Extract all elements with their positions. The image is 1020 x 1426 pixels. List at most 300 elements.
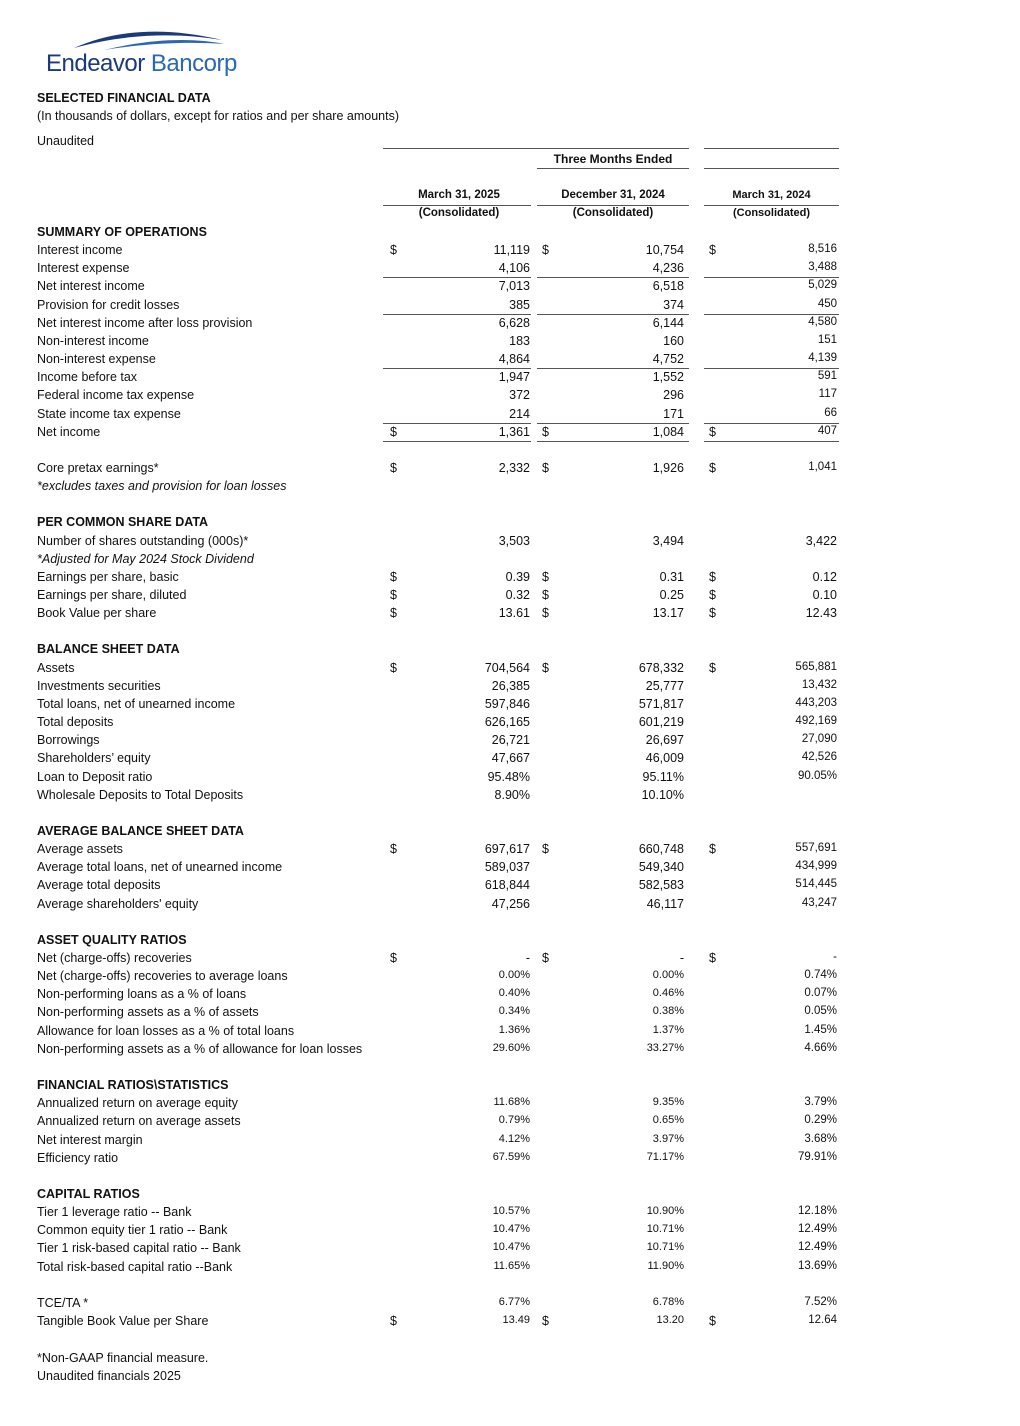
cell-value: 25,777: [645, 678, 684, 693]
table-row: [0, 1151, 1020, 1169]
cell-value: 626,165: [484, 715, 530, 730]
dollar-sign: $: [709, 660, 716, 675]
cell-value: 5,029: [808, 279, 837, 292]
cell-value: 549,340: [638, 860, 684, 875]
row-label: State income tax expense: [37, 406, 181, 421]
spacer-row: [0, 624, 1020, 642]
dollar-sign: $: [542, 660, 549, 675]
section-header-row: [0, 225, 1020, 243]
subtotal-rule: [537, 314, 689, 315]
subtotal-rule: [704, 314, 839, 315]
row-label: Tangible Book Value per Share: [37, 1314, 209, 1328]
cell-value: 0.38%: [652, 1005, 684, 1018]
cell-value: 3,494: [652, 533, 684, 548]
cell-value: 8.90%: [494, 787, 530, 802]
cell-value: 10.71%: [646, 1241, 684, 1254]
cell-value: 13.69%: [797, 1259, 837, 1272]
column-date: December 31, 2024: [561, 189, 665, 201]
cell-value: 10.10%: [641, 787, 684, 802]
cell-value: 2,332: [498, 460, 530, 475]
table-row: [0, 788, 1020, 806]
cell-value: 183: [509, 333, 530, 348]
section-header-row: [0, 515, 1020, 533]
table-row: [0, 425, 1020, 443]
table-row: [0, 1114, 1020, 1132]
cell-value: 66: [824, 406, 837, 419]
cell-value: 4,864: [498, 352, 530, 367]
cell-value: 46,009: [645, 751, 684, 766]
table-row: [0, 316, 1020, 334]
header-rule: [704, 168, 839, 169]
cell-value: 1,361: [498, 424, 530, 439]
cell-value: 95.11%: [642, 769, 684, 784]
cell-value: 0.46%: [652, 987, 684, 1000]
table-row: [0, 1133, 1020, 1151]
cell-value: 1,926: [652, 460, 684, 475]
cell-value: 12.49%: [797, 1241, 837, 1254]
dollar-sign: $: [390, 424, 397, 439]
column-basis: (Consolidated): [572, 207, 654, 219]
column-date: March 31, 2025: [418, 189, 500, 201]
cell-value: 660,748: [638, 842, 684, 857]
cell-value: 7.52%: [804, 1295, 837, 1308]
section-title: BALANCE SHEET DATA: [37, 642, 180, 657]
cell-value: 4,752: [652, 352, 684, 367]
footnote-unaudited: Unaudited financials 2025: [37, 1369, 181, 1383]
header-rule: [704, 148, 839, 149]
row-label: Net interest income after loss provision: [37, 315, 253, 330]
section-title: PER COMMON SHARE DATA: [37, 515, 209, 530]
cell-value: 3.97%: [652, 1132, 684, 1145]
row-label: Shareholders’ equity: [37, 751, 151, 766]
cell-value: 43,247: [801, 896, 837, 909]
row-label: Average total deposits: [37, 878, 161, 893]
dollar-sign: $: [709, 569, 716, 584]
cell-value: 6,144: [652, 315, 684, 330]
subtotal-rule: [383, 423, 531, 424]
cell-value: 385: [509, 297, 530, 312]
cell-value: 67.59%: [492, 1150, 530, 1163]
table-row: [0, 1005, 1020, 1023]
row-label: Tier 1 risk-based capital ratio -- Bank: [37, 1241, 241, 1256]
subtotal-rule: [537, 277, 689, 278]
cell-value: 492,169: [795, 715, 837, 728]
spacer-row: [0, 1169, 1020, 1187]
dollar-sign: $: [390, 1314, 397, 1328]
dollar-sign: $: [542, 951, 549, 965]
section-header-row: [0, 1187, 1020, 1205]
row-label: Income before tax: [37, 370, 138, 385]
dollar-sign: $: [709, 951, 716, 965]
cell-value: 10.90%: [646, 1205, 684, 1218]
table-row: [0, 1042, 1020, 1060]
table-row: [0, 534, 1020, 552]
cell-value: 557,691: [795, 842, 837, 855]
cell-value: 4,106: [498, 261, 530, 276]
row-label: Non-performing assets as a % of allowance for loan losses: [37, 1041, 363, 1056]
cell-value: 26,721: [491, 733, 530, 748]
dollar-sign: $: [390, 660, 397, 675]
cell-value: 9.35%: [652, 1096, 684, 1109]
cell-value: 11.90%: [647, 1259, 684, 1272]
cell-value: 6.77%: [498, 1295, 530, 1308]
header-rule: [704, 205, 839, 206]
cell-value: 33.27%: [646, 1041, 684, 1054]
cell-value: 407: [817, 424, 837, 437]
header-rule: [537, 168, 689, 169]
row-label: Provision for credit losses: [37, 297, 180, 312]
cell-value: 591: [817, 370, 837, 383]
cell-value: 0.07%: [804, 987, 837, 1000]
table-row: [0, 407, 1020, 425]
row-label: Net interest margin: [37, 1132, 143, 1147]
cell-value: 3,422: [805, 533, 837, 548]
row-label: Book Value per share: [37, 606, 157, 621]
spacer-row: [0, 806, 1020, 824]
row-label: Wholesale Deposits to Total Deposits: [37, 787, 244, 802]
table-row: [0, 1024, 1020, 1042]
cell-value: 4,580: [808, 315, 837, 328]
subtotal-rule: [704, 441, 839, 442]
cell-value: 0.25: [659, 588, 684, 602]
cell-value: 1,084: [652, 424, 684, 439]
footnote-non-gaap: *Non-GAAP financial measure.: [37, 1351, 209, 1365]
table-row: [0, 461, 1020, 479]
table-row: [0, 1241, 1020, 1259]
section-header-row: [0, 933, 1020, 951]
cell-value: 0.34%: [498, 1005, 530, 1018]
header-rule: [383, 148, 689, 149]
section-title: ASSET QUALITY RATIOS: [37, 932, 187, 947]
row-label: Annualized return on average assets: [37, 1114, 241, 1129]
cell-value: 12.64: [808, 1314, 837, 1326]
cell-value: 13.49: [502, 1314, 530, 1326]
cell-value: 6,628: [498, 315, 530, 330]
spacer-row: [0, 443, 1020, 461]
cell-value: 160: [663, 333, 684, 348]
company-logo: [44, 26, 274, 82]
cell-value: 3,488: [808, 261, 837, 274]
report-title: SELECTED FINANCIAL DATA: [37, 91, 211, 105]
cell-value: 0.74%: [804, 969, 837, 982]
subtotal-rule: [704, 277, 839, 278]
table-row: [0, 279, 1020, 297]
row-label: Borrowings: [37, 733, 100, 748]
row-label: Net (charge-offs) recoveries to average loans: [37, 969, 288, 984]
row-label: Non-performing assets as a % of assets: [37, 1005, 259, 1020]
dollar-sign: $: [390, 460, 397, 475]
cell-value: 47,256: [491, 896, 530, 911]
dollar-sign: $: [390, 951, 397, 965]
section-header-row: [0, 824, 1020, 842]
header-rule: [537, 205, 689, 206]
logo-text-part2: Bancorp: [150, 50, 237, 77]
cell-value: 0.32: [505, 588, 530, 602]
subtotal-rule: [383, 314, 531, 315]
cell-value: 1.37%: [652, 1023, 684, 1036]
row-label: Net interest income: [37, 279, 145, 294]
cell-value: 0.05%: [804, 1005, 837, 1018]
row-label: Annualized return on average equity: [37, 1096, 238, 1111]
cell-value: 1,041: [808, 460, 837, 473]
row-label: TCE/TA *: [37, 1295, 89, 1310]
table-row: [0, 243, 1020, 261]
subtotal-rule: [537, 423, 689, 424]
subtotal-rule: [704, 423, 839, 424]
table-row: [0, 951, 1020, 969]
subtotal-rule: [383, 277, 531, 278]
row-label: Non-interest income: [37, 333, 149, 348]
table-row: [0, 334, 1020, 352]
row-label: Investments securities: [37, 678, 161, 693]
row-label: Loan to Deposit ratio: [37, 769, 153, 784]
dollar-sign: $: [390, 606, 397, 621]
table-row: [0, 860, 1020, 878]
cell-value: 1,552: [652, 370, 684, 385]
cell-value: 443,203: [795, 696, 837, 709]
cell-value: 29.60%: [492, 1041, 530, 1054]
cell-value: -: [679, 951, 684, 965]
section-title: AVERAGE BALANCE SHEET DATA: [37, 823, 244, 838]
row-label: Common equity tier 1 ratio -- Bank: [37, 1223, 228, 1238]
row-label: Average assets: [37, 842, 123, 857]
row-label: Assets: [37, 660, 75, 675]
cell-value: 4.12%: [498, 1132, 530, 1145]
cell-value: 71.17%: [646, 1150, 684, 1163]
logo-text: [46, 50, 237, 78]
note-row: [0, 479, 1020, 497]
table-row: [0, 1260, 1020, 1278]
cell-value: 27,090: [801, 733, 837, 746]
dollar-sign: $: [542, 569, 549, 584]
cell-value: 450: [817, 297, 837, 310]
row-label: Number of shares outstanding (000s)*: [37, 533, 249, 548]
row-label: Total risk-based capital ratio --Bank: [37, 1259, 233, 1274]
subtotal-rule: [383, 368, 531, 369]
table-row: [0, 261, 1020, 279]
row-label: Total deposits: [37, 715, 114, 730]
dollar-sign: $: [542, 606, 549, 621]
section-title: SUMMARY OF OPERATIONS: [37, 225, 207, 239]
cell-value: 11,119: [493, 243, 530, 258]
dollar-sign: $: [709, 243, 716, 258]
report-status: Unaudited: [37, 134, 94, 148]
cell-value: 372: [509, 388, 530, 403]
row-label: Non-performing loans as a % of loans: [37, 987, 247, 1002]
cell-value: 1.36%: [498, 1023, 530, 1036]
cell-value: 26,385: [491, 678, 530, 693]
row-label: Net income: [37, 424, 101, 439]
dollar-sign: $: [390, 588, 397, 602]
cell-value: 0.79%: [498, 1114, 530, 1127]
table-row: [0, 842, 1020, 860]
row-label: Net (charge-offs) recoveries: [37, 951, 192, 965]
row-label: Tier 1 leverage ratio -- Bank: [37, 1205, 192, 1220]
subtotal-rule: [383, 441, 531, 442]
dollar-sign: $: [390, 243, 397, 258]
cell-value: 42,526: [801, 751, 837, 764]
cell-value: 214: [509, 406, 530, 421]
cell-value: -: [525, 951, 530, 965]
cell-value: 571,817: [638, 696, 684, 711]
dollar-sign: $: [390, 842, 397, 857]
cell-value: 374: [663, 297, 684, 312]
cell-value: 618,844: [484, 878, 530, 893]
cell-value: 697,617: [484, 842, 530, 857]
cell-value: 13.20: [656, 1314, 684, 1326]
cell-value: 0.00%: [652, 969, 684, 982]
cell-value: 704,564: [484, 660, 530, 675]
subtotal-rule: [537, 368, 689, 369]
table-row: [0, 878, 1020, 896]
spacer-row: [0, 497, 1020, 515]
table-row: [0, 751, 1020, 769]
table-row: [0, 661, 1020, 679]
table-row: [0, 733, 1020, 751]
table-row: [0, 1296, 1020, 1314]
row-label: Earnings per share, diluted: [37, 588, 187, 602]
cell-value: 10,754: [645, 243, 684, 258]
dollar-sign: $: [542, 588, 549, 602]
cell-value: 10.47%: [492, 1241, 530, 1254]
cell-value: 47,667: [491, 751, 530, 766]
cell-value: -: [833, 951, 837, 963]
section-title: FINANCIAL RATIOS\STATISTICS: [37, 1078, 229, 1093]
row-label: *Adjusted for May 2024 Stock Dividend: [37, 551, 254, 566]
table-row: [0, 588, 1020, 606]
dollar-sign: $: [709, 424, 716, 439]
cell-value: 3,503: [498, 533, 530, 548]
cell-value: 12.18%: [797, 1205, 837, 1218]
logo-text-part1: Endeavor: [46, 50, 145, 77]
dollar-sign: $: [709, 588, 716, 602]
row-label: Core pretax earnings*: [37, 460, 159, 475]
cell-value: 1.45%: [804, 1023, 837, 1036]
row-label: Interest expense: [37, 261, 130, 276]
cell-value: 79.91%: [797, 1150, 837, 1163]
cell-value: 171: [663, 406, 684, 421]
spacer-row: [0, 1278, 1020, 1296]
cell-value: 6,518: [652, 279, 684, 294]
cell-value: 597,846: [484, 696, 530, 711]
row-label: Interest income: [37, 243, 123, 258]
cell-value: 13.17: [652, 606, 684, 621]
section-header-row: [0, 642, 1020, 660]
cell-value: 434,999: [795, 860, 837, 873]
cell-value: 90.05%: [797, 769, 837, 782]
column-basis: (Consolidated): [733, 207, 810, 219]
cell-value: 6.78%: [652, 1295, 684, 1308]
dollar-sign: $: [709, 842, 716, 857]
cell-value: 0.65%: [652, 1114, 684, 1127]
cell-value: 0.31: [659, 569, 684, 584]
table-row: [0, 897, 1020, 915]
cell-value: 8,516: [808, 243, 837, 256]
cell-value: 26,697: [645, 733, 684, 748]
cell-value: 13,432: [801, 678, 837, 691]
cell-value: 12.49%: [797, 1223, 837, 1236]
row-label: Total loans, net of unearned income: [37, 696, 236, 711]
table-row: [0, 388, 1020, 406]
column-date: March 31, 2024: [732, 189, 811, 201]
cell-value: 296: [663, 388, 684, 403]
dollar-sign: $: [709, 1314, 716, 1328]
cell-value: 582,583: [638, 878, 684, 893]
section-header-row: [0, 1078, 1020, 1096]
dollar-sign: $: [709, 460, 716, 475]
cell-value: 10.71%: [646, 1223, 684, 1236]
table-row: [0, 987, 1020, 1005]
table-row: [0, 1314, 1020, 1332]
dollar-sign: $: [709, 606, 716, 621]
section-title: CAPITAL RATIOS: [37, 1186, 140, 1201]
spacer-row: [0, 1060, 1020, 1078]
header-rule: [383, 205, 531, 206]
table-row: [0, 370, 1020, 388]
cell-value: 95.48%: [487, 769, 530, 784]
cell-value: 13.61: [498, 606, 530, 621]
dollar-sign: $: [542, 243, 549, 258]
row-label: *excludes taxes and provision for loan losses: [37, 479, 287, 494]
cell-value: 12.43: [805, 606, 837, 621]
cell-value: 0.29%: [804, 1114, 837, 1127]
report-subtitle: (In thousands of dollars, except for ratios and per share amounts): [37, 109, 399, 123]
cell-value: 151: [817, 333, 837, 346]
cell-value: 0.10: [812, 588, 837, 602]
subtotal-rule: [537, 441, 689, 442]
cell-value: 589,037: [484, 860, 530, 875]
table-row: [0, 770, 1020, 788]
row-label: Efficiency ratio: [37, 1150, 119, 1165]
cell-value: 10.57%: [492, 1205, 530, 1218]
row-label: Allowance for loan losses as a % of total loans: [37, 1023, 295, 1038]
cell-value: 3.68%: [804, 1132, 837, 1145]
cell-value: 1,947: [498, 370, 530, 385]
cell-value: 0.40%: [498, 987, 530, 1000]
table-row: [0, 679, 1020, 697]
dollar-sign: $: [542, 842, 549, 857]
column-basis: (Consolidated): [418, 207, 500, 219]
row-label: Earnings per share, basic: [37, 569, 179, 584]
cell-value: 10.47%: [492, 1223, 530, 1236]
dollar-sign: $: [542, 460, 549, 475]
row-label: Average shareholders' equity: [37, 896, 199, 911]
cell-value: 0.39: [505, 569, 530, 584]
table-row: [0, 352, 1020, 370]
cell-value: 46,117: [646, 896, 684, 911]
cell-value: 514,445: [795, 878, 837, 891]
table-row: [0, 697, 1020, 715]
subtotal-rule: [704, 368, 839, 369]
row-label: Average total loans, net of unearned income: [37, 860, 283, 875]
cell-value: 7,013: [498, 279, 530, 294]
table-row: [0, 298, 1020, 316]
table-row: [0, 1096, 1020, 1114]
table-row: [0, 1223, 1020, 1241]
cell-value: 117: [818, 388, 837, 401]
spacer-row: [0, 915, 1020, 933]
cell-value: 0.00%: [498, 969, 530, 982]
table-row: [0, 715, 1020, 733]
cell-value: 3.79%: [804, 1096, 837, 1109]
table-row: [0, 969, 1020, 987]
cell-value: 0.12: [812, 569, 837, 584]
cell-value: 4.66%: [804, 1041, 837, 1054]
period-group-header: Three Months Ended: [553, 152, 673, 166]
cell-value: 4,236: [652, 261, 684, 276]
table-row: [0, 570, 1020, 588]
table-row: [0, 606, 1020, 624]
